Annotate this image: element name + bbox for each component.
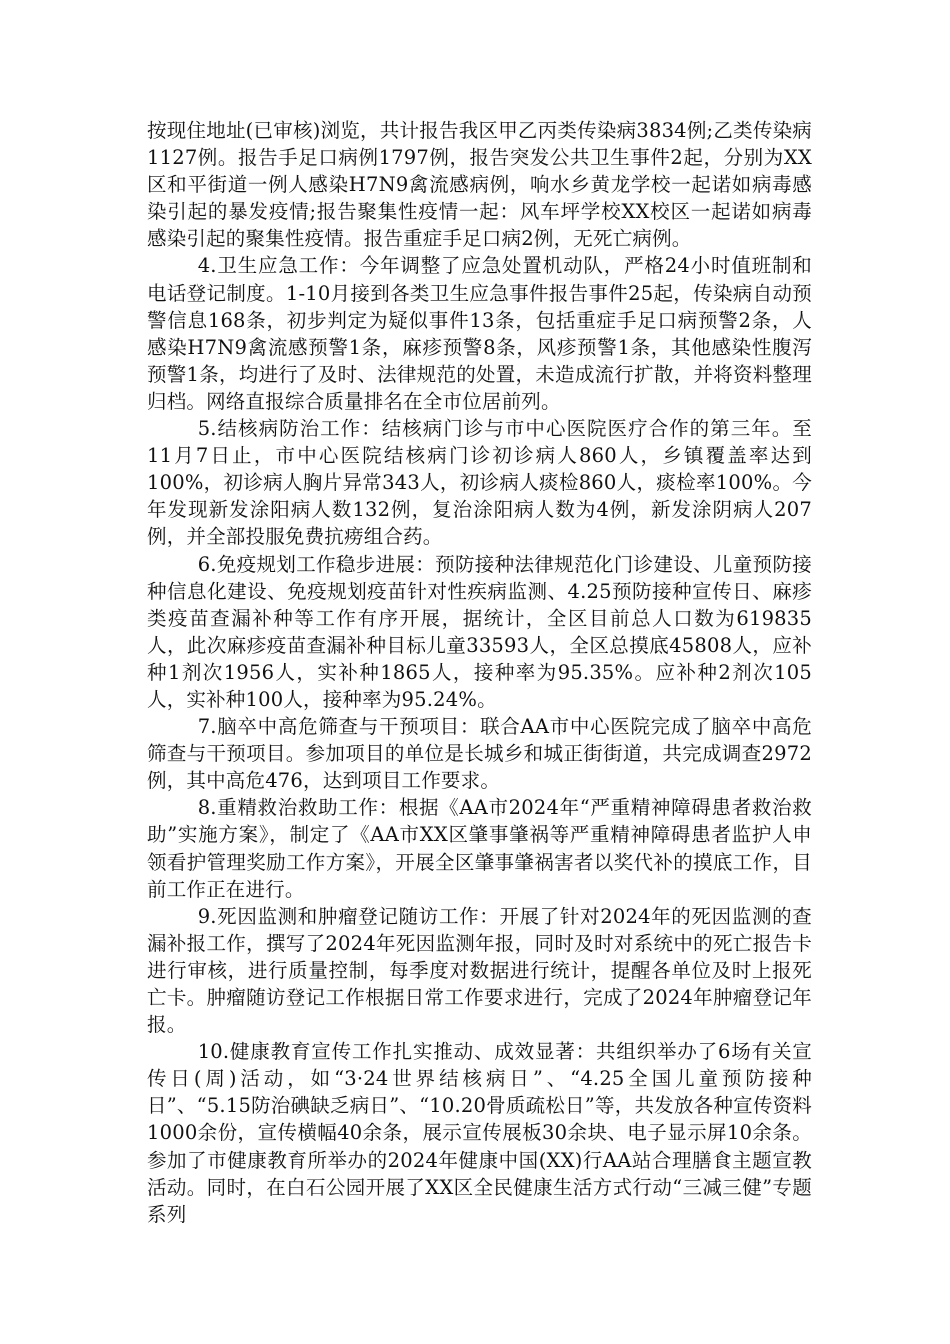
paragraph-tuberculosis: 5.结核病防治工作：结核病门诊与市中心医院医疗合作的第三年。至11月7日止，市中心医院结核病门诊初诊病人860人，乡镇覆盖率达到100%，初诊病人胸片异常343人，初诊病人痰检860人，痰检率100%。今年发现新发涂阳病人数132例，复治涂阳病人数为4例，新发涂阴病人207例，并全部投服免费抗痨组合药。 (147, 417, 812, 549)
paragraph-health-education: 10.健康教育宣传工作扎实推动、成效显著：共组织举办了6场有关宣传日(周)活动，如“3·24世界结核病日”、“4.25全国儿童预防接种日”、“5.15防治碘缺乏病日”、“10.20骨质疏松日”等，共发放各种宣传资料1000余份，宣传横幅40余条，展示宣传展板30余块、电子显示屏10余条。参加了市健康教育所举办的2024年健康中国(XX)行AA站合理膳食主题宣教活动。同时，在白石公园开展了XX区全民健康生活方式行动“三减三健”专题系列 (147, 1040, 812, 1226)
paragraph-death-surveillance: 9.死因监测和肿瘤登记随访工作：开展了针对2024年的死因监测的查漏补报工作，撰写了2024年死因监测年报，同时及时对系统中的死亡报告卡进行审核，进行质量控制，每季度对数据进行统计，提醒各单位及时上报死亡卡。肿瘤随访登记工作根据日常工作要求进行，完成了2024年肿瘤登记年报。 (147, 904, 812, 1037)
paragraph-stroke-screening: 7.脑卒中高危筛查与干预项目：联合AA市中心医院完成了脑卒中高危筛查与干预项目。参加项目的单位是长城乡和城正街街道，共完成调查2972例，其中高危476，达到项目工作要求。 (147, 715, 812, 793)
paragraph-continued-report: 按现住地址(已审核)浏览，共计报告我区甲乙丙类传染病3834例;乙类传染病1127例。报告手足口病例1797例，报告突发公共卫生事件2起，分别为XX区和平街道一例人感染H7N9禽流感病例，响水乡黄龙学校一起诺如病毒感染引起的暴发疫情;报告聚集性疫情一起：风车坪学校XX校区一起诺如病毒感染引起的聚集性疫情。报告重症手足口病2例，无死亡病例。 (147, 119, 812, 251)
paragraph-immunization: 6.免疫规划工作稳步进展：预防接种法律规范化门诊建设、儿童预防接种信息化建设、免疫规划疫苗针对性疾病监测、4.25预防接种宣传日、麻疹类疫苗查漏补种等工作有序开展，据统计，全区目前总人口数为619835人，此次麻疹疫苗查漏补种目标儿童33593人，全区总摸底45808人，应补种1剂次1956人，实补种1865人，接种率为95.35%。应补种2剂次105人，实补种100人，接种率为95.24%。 (147, 552, 812, 711)
paragraph-health-emergency: 4.卫生应急工作：今年调整了应急处置机动队，严格24小时值班制和电话登记制度。1-10月接到各类卫生应急事件报告事件25起，传染病自动预警信息168条，初步判定为疑似事件13条，包括重症手足口病预警2条，人感染H7N9禽流感预警1条，麻疹预警8条，风疹预警1条，其他感染性腹泻预警1条，均进行了及时、法律规范的处置，未造成流行扩散，并将资料整理归档。网络直报综合质量排名在全市位居前列。 (147, 254, 812, 413)
document-body (147, 117, 812, 1228)
paragraph-mental-health: 8.重精救治救助工作：根据《AA市2024年“严重精神障碍患者救治救助”实施方案》，制定了《AA市XX区肇事肇祸等严重精神障碍患者监护人申领看护管理奖励工作方案》，开展全区肇事肇祸害者以奖代补的摸底工作，目前工作正在进行。 (147, 796, 812, 901)
